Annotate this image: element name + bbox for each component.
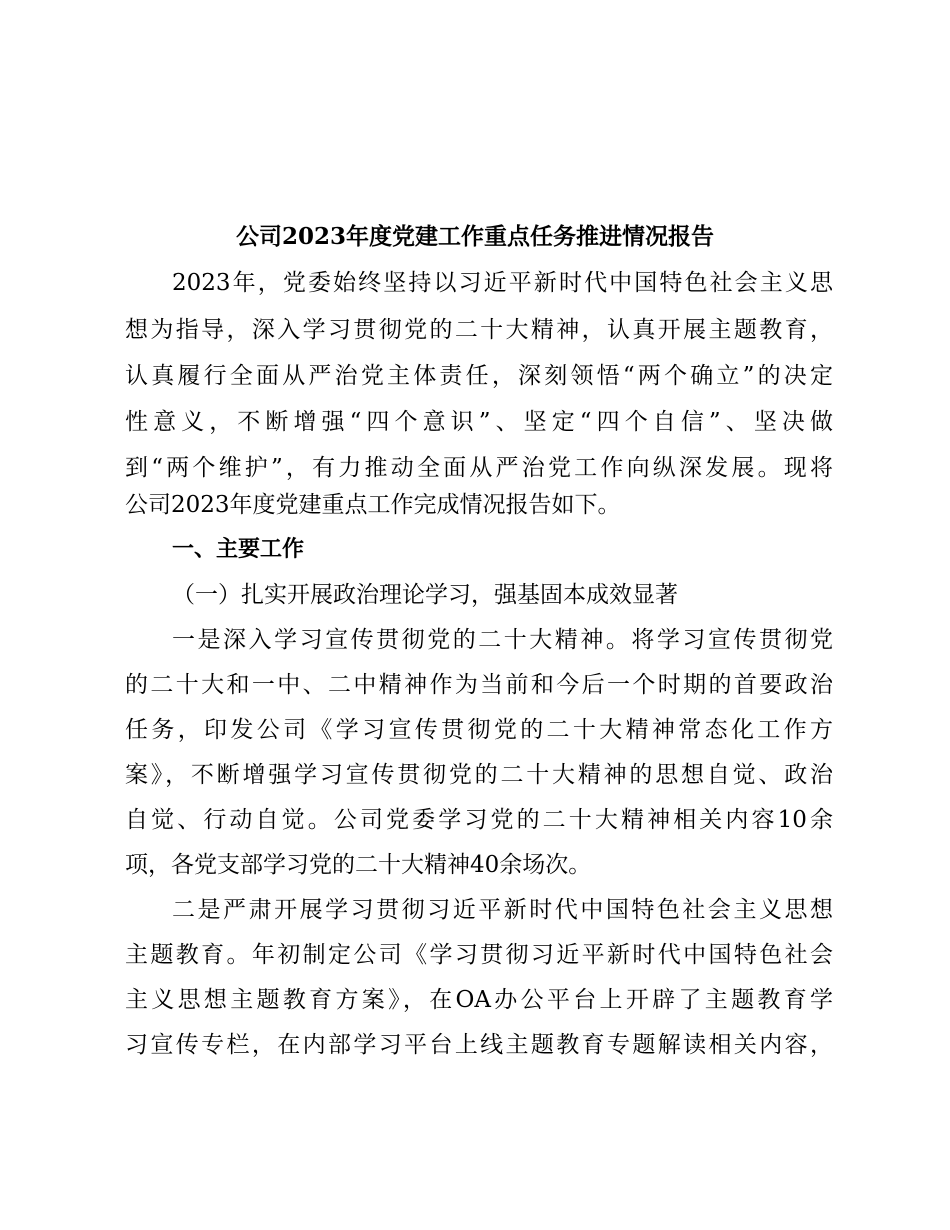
intro-line-2: 想为指导，深入学习贯彻党的二十大精神，认真开展主题教育， [125,317,833,343]
para1-line-4: 案》，不断增强学习宣传贯彻党的二十大精神的思想自觉、政治 [125,762,833,788]
para1-line-3: 任务，印发公司《学习宣传贯彻党的二十大精神常态化工作方 [125,717,833,743]
intro-line-1: 2023年，党委始终坚持以习近平新时代中国特色社会主义思 [172,270,833,296]
intro-line-4: 性意义，不断增强“四个意识”、坚定“四个自信”、坚决做 [125,409,833,435]
para1-line-2: 的二十大和一中、二中精神作为当前和今后一个时期的首要政治 [125,672,833,698]
intro-line-5: 到“两个维护”，有力推动全面从严治党工作向纵深发展。现将 [125,455,833,481]
document-title: 公司2023年度党建工作重点任务推进情况报告 [235,223,714,250]
para2-line-4: 习宣传专栏，在内部学习平台上线主题教育专题解读相关内容， [125,1032,833,1058]
para1-line-1: 一是深入学习宣传贯彻党的二十大精神。将学习宣传贯彻党 [172,627,833,653]
section1-heading: 一、主要工作 [172,537,305,562]
subsection1-heading: （一）扎实开展政治理论学习，强基固本成效显著 [172,582,678,608]
para1-line-5: 自觉、行动自觉。公司党委学习党的二十大精神相关内容10余 [125,807,833,833]
para2-line-1: 二是严肃开展学习贯彻习近平新时代中国特色社会主义思想 [172,897,833,923]
para2-line-2: 主题教育。年初制定公司《学习贯彻习近平新时代中国特色社会 [125,942,833,968]
para2-line-3: 主义思想主题教育方案》，在OA办公平台上开辟了主题教育学 [125,987,833,1013]
intro-line-3: 认真履行全面从严治党主体责任，深刻领悟“两个确立”的决定 [125,363,833,389]
para1-line-6: 项，各党支部学习党的二十大精神40余场次。 [125,852,592,878]
intro-line-6: 公司2023年度党建重点工作完成情况报告如下。 [125,492,621,518]
